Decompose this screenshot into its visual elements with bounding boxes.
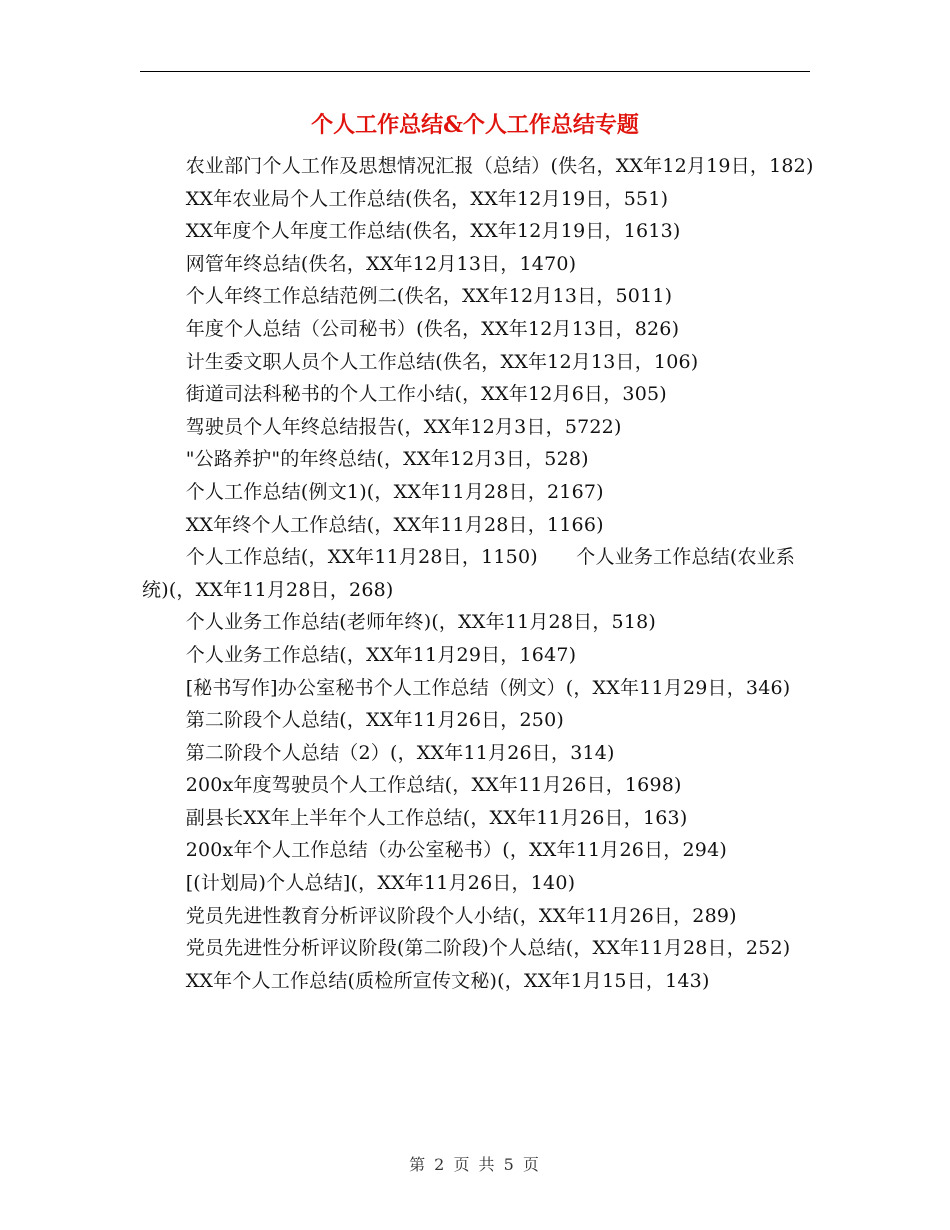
entry-paragraph: 个人工作总结(，XX年11月28日，1150) 个人业务工作总结(农业系统)(，XX年11月28日，268) [142,546,796,601]
entry-paragraph: XX年终个人工作总结(，XX年11月28日，1166) [185,513,604,536]
entry-paragraph: 计生委文职人员个人工作总结(佚名，XX年12月13日，106) [185,350,699,373]
entry-paragraph: XX年农业局个人工作总结(佚名，XX年12月19日，551) [185,187,669,210]
entry-paragraph: "公路养护"的年终总结(，XX年12月3日，528) [185,448,589,471]
entry-paragraph: 驾驶员个人年终总结报告(，XX年12月3日，5722) [185,415,622,438]
entry-paragraph: 街道司法科秘书的个人工作小结(，XX年12月6日，305) [185,383,667,406]
entry-paragraph: [(计划局)个人总结](，XX年11月26日，140) [185,872,576,895]
entry-paragraph: 农业部门个人工作及思想情况汇报（总结）(佚名，XX年12月19日，182) [185,155,814,177]
entry-paragraph: 个人年终工作总结范例二(佚名，XX年12月13日，5011) [185,285,673,308]
page-number: 第 2 页 共 5 页 [409,1155,541,1174]
entry-paragraph: 第二阶段个人总结（2）(，XX年11月26日，314) [185,741,615,764]
entry-paragraph: 年度个人总结（公司秘书）(佚名，XX年12月13日，826) [185,317,680,340]
entry-paragraph: 党员先进性分析评议阶段(第二阶段)个人总结(，XX年11月28日，252) [185,937,791,960]
document-title: 个人工作总结&个人工作总结专题 [311,112,639,138]
entry-paragraph: 网管年终总结(佚名，XX年12月13日，1470) [185,252,577,275]
entry-paragraph: XX年度个人年度工作总结(佚名，XX年12月19日，1613) [185,220,681,243]
entry-paragraph: 个人工作总结(例文1)(，XX年11月28日，2167) [185,480,604,503]
entry-paragraph: 200x年个人工作总结（办公室秘书）(，XX年11月26日，294) [185,839,727,862]
entry-paragraph: [秘书写作]办公室秘书个人工作总结（例文）(，XX年11月29日，346) [185,676,791,699]
entry-paragraph: 党员先进性教育分析评议阶段个人小结(，XX年11月26日，289) [185,904,737,927]
header-rule [140,71,810,72]
entry-paragraph: 第二阶段个人总结(，XX年11月26日，250) [185,709,564,732]
entry-paragraph: XX年个人工作总结(质检所宣传文秘)(，XX年1月15日，143) [185,969,710,992]
entry-paragraph: 200x年度驾驶员个人工作总结(，XX年11月26日，1698) [185,774,682,797]
entry-paragraph: 个人业务工作总结(老师年终)(，XX年11月28日，518) [185,611,657,634]
entry-paragraph: 个人业务工作总结(，XX年11月29日，1647) [185,643,577,666]
entry-paragraph: 副县长XX年上半年个人工作总结(，XX年11月26日，163) [185,806,688,829]
document-body [142,150,814,997]
